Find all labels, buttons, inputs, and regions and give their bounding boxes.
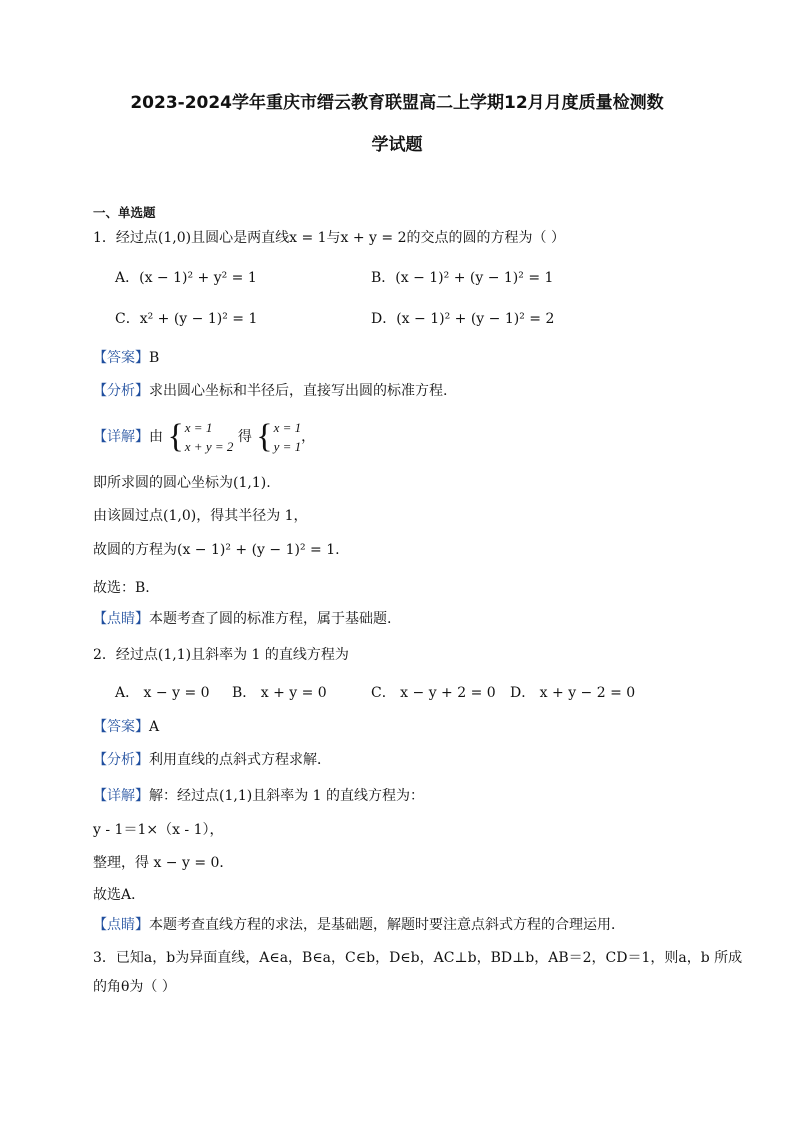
detail-you: 由 (149, 429, 163, 445)
q3-stem-line1: 3．已知a，b为异面直线，A∈a，B∈a，C∈b，D∈b，AC⊥b，BD⊥b，AB＝2，CD＝1，则a，b 所成 (93, 950, 743, 966)
q1-option-b: B．(x − 1)² + (y − 1)² = 1 (371, 270, 554, 286)
q2-option-a: A． x − y = 0 (115, 685, 210, 701)
answer-value: A (149, 719, 160, 735)
detail-end: ， (301, 429, 316, 445)
comment-text: 本题考查了圆的标准方程，属于基础题. (149, 611, 392, 627)
q2-analysis (93, 750, 331, 770)
q1-detail-line1: 即所求圆的圆心坐标为(1,1). (93, 475, 271, 491)
analysis-text: 利用直线的点斜式方程求解． (149, 752, 331, 768)
section-heading: 一、单选题 (93, 205, 156, 220)
q2-stem: 2．经过点(1,1)且斜率为 1 的直线方程为 (93, 647, 349, 663)
system1-row2: x + y = 2 (184, 439, 234, 454)
doc-title-line2: 学试题 (371, 135, 423, 155)
q3-stem-line2: 的角θ为（ ） (93, 979, 176, 995)
q2-comment (93, 915, 625, 935)
q2-detail-line2: 整理，得 x − y = 0． (93, 855, 234, 871)
analysis-tag: 【分析】 (93, 752, 149, 768)
detail-tag: 【详解】 (93, 788, 149, 804)
comment-tag: 【点睛】 (93, 611, 149, 627)
comment-text: 本题考查直线方程的求法，是基础题，解题时要注意点斜式方程的合理运用． (149, 917, 625, 933)
q1-option-d: D．(x − 1)² + (y − 1)² = 2 (371, 311, 555, 327)
q2-detail-line1: y - 1＝1×（x - 1）， (93, 822, 224, 838)
answer-tag: 【答案】 (93, 350, 149, 366)
q1-stem: 1．经过点(1,0)且圆心是两直线x = 1与x + y = 2的交点的圆的方程为（ ） (93, 230, 565, 246)
q1-detail (93, 418, 315, 456)
system2-row2: y = 1 (273, 439, 302, 454)
q1-detail-line3: 故圆的方程为(x − 1)² + (y − 1)² = 1. (93, 542, 340, 558)
equation-system-1 (167, 418, 233, 456)
q1-answer (93, 348, 159, 368)
q1-analysis (93, 381, 447, 401)
doc-title-line1: 2023-2024学年重庆市缙云教育联盟高二上学期12月月度质量检测数 (130, 93, 664, 113)
answer-value: B (149, 350, 160, 366)
system1-row1: x = 1 (184, 420, 213, 435)
q1-detail-line4: 故选：B. (93, 580, 150, 596)
q2-answer (93, 717, 159, 737)
comment-tag: 【点睛】 (93, 917, 149, 933)
system2-row1: x = 1 (273, 420, 302, 435)
detail-text: 解：经过点(1,1)且斜率为 1 的直线方程为： (149, 788, 424, 804)
answer-tag: 【答案】 (93, 719, 149, 735)
brace-glyph: { (167, 418, 184, 455)
q1-option-a: A．(x − 1)² + y² = 1 (115, 270, 257, 286)
q2-option-b: B． x + y = 0 (232, 685, 327, 701)
detail-de: 得 (237, 429, 252, 445)
analysis-text: 求出圆心坐标和半径后，直接写出圆的标准方程. (149, 383, 448, 399)
q2-option-c: C． x − y + 2 = 0 (371, 685, 496, 701)
q1-option-c: C．x² + (y − 1)² = 1 (115, 311, 258, 327)
q2-detail-line3: 故选A． (93, 887, 146, 903)
q2-option-d: D． x + y − 2 = 0 (510, 685, 636, 701)
brace-glyph: { (256, 418, 273, 455)
q2-detail (93, 786, 424, 806)
detail-tag: 【详解】 (93, 429, 149, 445)
equation-system-2 (256, 418, 301, 456)
q1-comment (93, 609, 391, 629)
q1-detail-line2: 由该圆过点(1,0)，得其半径为 1， (93, 508, 308, 524)
analysis-tag: 【分析】 (93, 383, 149, 399)
